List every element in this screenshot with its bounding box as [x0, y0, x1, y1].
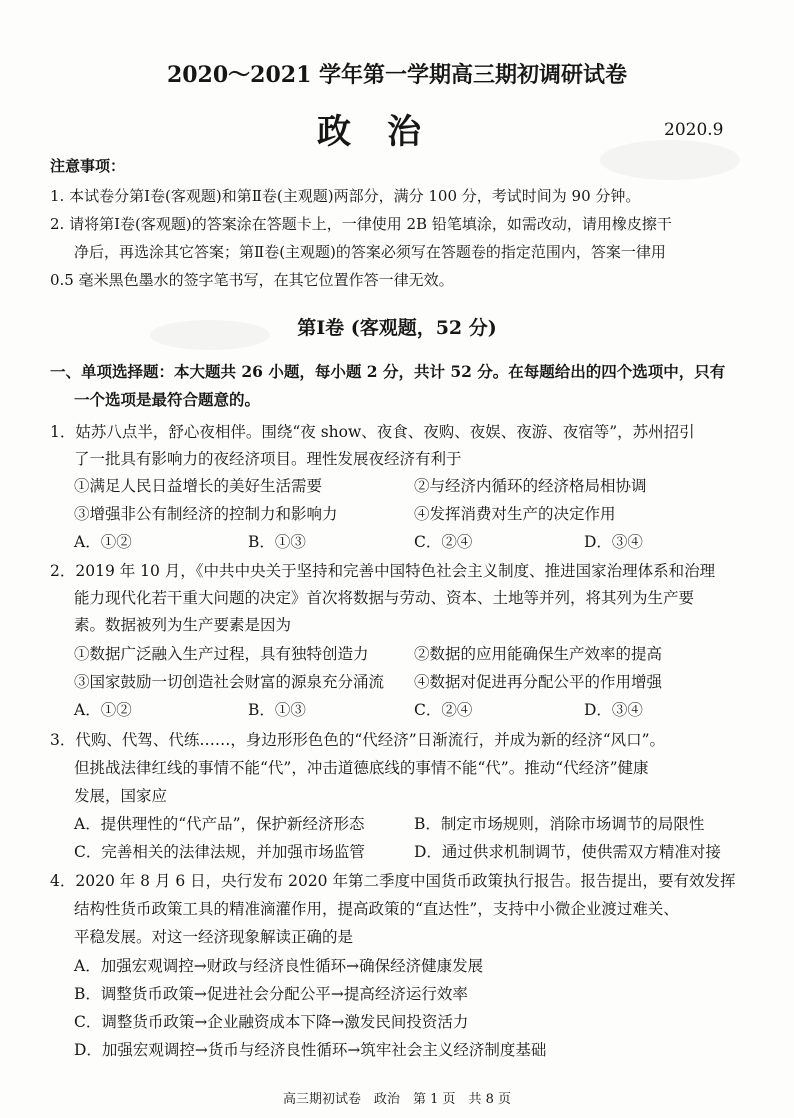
question-2-stem: 2．2019 年 10 月，《中共中央关于坚持和完善中国特色社会主义制度、推进国家治理体系和治理	[50, 562, 716, 580]
question-1-item: ③增强非公有制经济的控制力和影响力	[74, 505, 338, 523]
question-4-option-c: C．调整货币政策→企业融资成本下降→激发民间投资活力	[74, 1013, 469, 1031]
question-1-item: ①满足人民日益增长的美好生活需要	[74, 477, 323, 495]
question-2-item: ④数据对促进再分配公平的作用增强	[414, 673, 663, 691]
exam-date: 2020.9	[664, 120, 724, 140]
subject-title: 政治	[317, 112, 457, 152]
question-2-choice-d: D．③④	[584, 701, 643, 719]
question-1-choice-d: D．③④	[584, 533, 643, 551]
question-1-choice-a: A．①②	[74, 533, 132, 551]
question-2-item: ③国家鼓励一切创造社会财富的源泉充分涌流	[74, 673, 385, 691]
question-3-option-c: C．完善相关的法律法规，并加强市场监管	[74, 843, 365, 861]
question-2-stem-continued: 能力现代化若干重大问题的决定》首次将数据与劳动、资本、土地等并列，将其列为生产要	[74, 589, 695, 607]
part-instructions-continued: 一个选项是最符合题意的。	[74, 390, 261, 409]
part-instructions: 一、单项选择题：本大题共 26 小题，每小题 2 分，共计 52 分。在每题给出的四个选项中，只有	[50, 362, 726, 381]
question-3-stem-continued: 但挑战法律红线的事情不能“代”，冲击道德底线的事情不能“代”。推动“代经济”健康	[74, 759, 649, 777]
notice-item: 1. 本试卷分第Ⅰ卷(客观题)和第Ⅱ卷(主观题)两部分，满分 100 分，考试时间为 90 分钟。	[50, 187, 641, 205]
question-4-option-d: D．加强宏观调控→货币与经济良性循环→筑牢社会主义经济制度基础	[74, 1041, 547, 1059]
question-1-item: ④发挥消费对生产的决定作用	[414, 505, 616, 523]
question-3-option-d: D．通过供求机制调节，使供需双方精准对接	[414, 843, 721, 861]
exam-title: 2020～2021 学年第一学期高三期初调研试卷	[166, 62, 628, 88]
question-1-choice-c: C．②④	[414, 533, 473, 551]
question-1-stem-continued: 了一批具有影响力的夜经济项目。理性发展夜经济有利于	[74, 450, 462, 468]
question-2-item: ①数据广泛融入生产过程，具有独特创造力	[74, 645, 369, 663]
question-3-stem-continued: 发展，国家应	[74, 787, 168, 805]
question-4-stem-continued: 结构性货币政策工具的精准滴灌作用，提高政策的“直达性”，支持中小微企业渡过难关、	[74, 900, 679, 918]
notice-heading: 注意事项：	[50, 157, 126, 175]
question-2-item: ②数据的应用能确保生产效率的提高	[414, 645, 663, 663]
question-1-stem: 1．姑苏八点半，舒心夜相伴。围绕“夜 show、夜食、夜购、夜娱、夜游、夜宿等”，苏州招引	[50, 423, 695, 441]
question-4-stem-continued: 平稳发展。对这一经济现象解读正确的是	[74, 928, 354, 946]
question-1-item: ②与经济内循环的经济格局相协调	[414, 477, 647, 495]
question-2-choice-b: B．①③	[248, 701, 306, 719]
question-3-option-b: B．制定市场规则，消除市场调节的局限性	[414, 815, 705, 833]
question-3-option-a: A．提供理性的“代产品”，保护新经济形态	[74, 815, 365, 833]
question-3-stem: 3．代购、代驾、代练……，身边形形色色的“代经济”日渐流行，并成为新的经济“风口”。	[50, 731, 666, 749]
question-4-option-b: B．调整货币政策→促进社会分配公平→提高经济运行效率	[74, 985, 468, 1003]
question-4-stem: 4．2020 年 8 月 6 日，央行发布 2020 年第二季度中国货币政策执行报告。报告提出，要有效发挥	[50, 872, 736, 890]
notice-item-continued: 0.5 毫米黑色墨水的签字笔书写，在其它位置作答一律无效。	[50, 271, 454, 289]
scan-smudge	[600, 140, 740, 180]
question-2-stem-continued: 素。数据被列为生产要素是因为	[74, 616, 292, 634]
question-4-option-a: A．加强宏观调控→财政与经济良性循环→确保经济健康发展	[74, 957, 484, 975]
question-1-choice-b: B．①③	[248, 533, 306, 551]
page-footer: 高三期初试卷 政治 第 1 页 共 8 页	[282, 1092, 512, 1107]
section-title: 第Ⅰ卷 (客观题，52 分)	[297, 317, 497, 339]
question-2-choice-c: C．②④	[414, 701, 473, 719]
notice-item: 2. 请将第Ⅰ卷(客观题)的答案涂在答题卡上，一律使用 2B 铅笔填涂，如需改动，请用橡皮擦干	[50, 215, 672, 233]
notice-item-continued: 净后，再选涂其它答案；第Ⅱ卷(主观题)的答案必须写在答题卷的指定范围内，答案一律用	[74, 243, 666, 261]
question-2-choice-a: A．①②	[74, 701, 132, 719]
